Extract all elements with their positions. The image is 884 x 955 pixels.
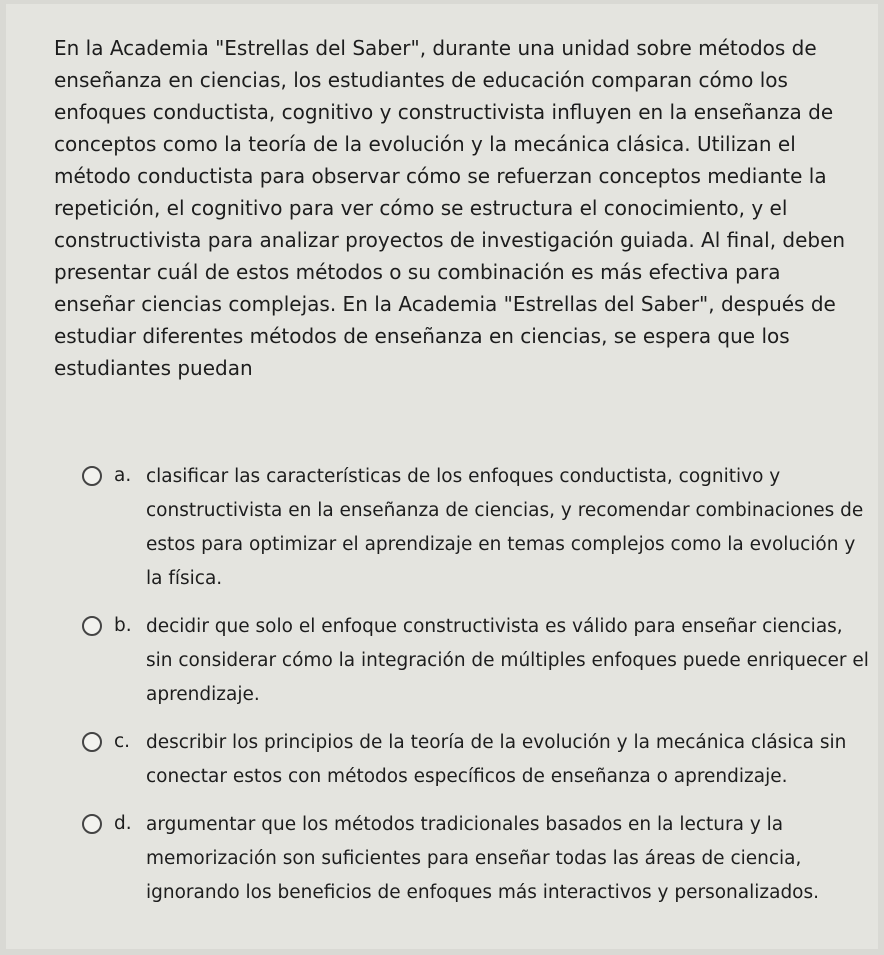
radio-button-a[interactable]	[82, 466, 102, 486]
option-text: clasificar las características de los enfoques conductista, cognitivo y constructivista en la enseñanza de ciencias, y recomendar combinaciones de estos para optimizar el aprendizaje en temas complejos como la evolución y la física.	[146, 466, 864, 589]
radio-button-c[interactable]	[82, 732, 102, 752]
question-text: En la Academia "Estrellas del Saber", durante una unidad sobre métodos de enseñanza en ciencias, los estudiantes de educación comparan cómo los enfoques conductista, cognitivo y constructivista influyen en la enseñanza de conceptos como la teoría de la evolución y la mecánica clásica. Utilizan el método conductista para observar cómo se refuerzan conceptos mediante la repetición, el cognitivo para ver cómo se estructura el conocimiento, y el constructivista para analizar proyectos de investigación guiada. Al final, deben presentar cuál de estos métodos o su combinación es más efectiva para enseñar ciencias complejas. En la Academia "Estrellas del Saber", después de estudiar diferentes métodos de enseñanza en ciencias, se espera que los estudiantes puedan	[54, 36, 846, 380]
answer-options	[82, 460, 872, 924]
option-text: describir los principios de la teoría de la evolución y la mecánica clásica sin conectar estos con métodos específicos de enseñanza o aprendizaje.	[146, 732, 847, 787]
option-a[interactable]	[82, 460, 872, 596]
option-text: argumentar que los métodos tradicionales basados en la lectura y la memorización son suficientes para enseñar todas las áreas de ciencia, ignorando los beneficios de enfoques más interactivos y personalizados.	[146, 814, 820, 903]
option-d[interactable]	[82, 808, 872, 910]
option-letter: d.	[114, 813, 132, 834]
option-b[interactable]	[82, 610, 872, 712]
option-letter: a.	[114, 465, 132, 486]
radio-button-b[interactable]	[82, 616, 102, 636]
option-letter: b.	[114, 615, 132, 636]
question-card	[6, 4, 878, 949]
radio-button-d[interactable]	[82, 814, 102, 834]
option-c[interactable]	[82, 726, 872, 794]
option-text: decidir que solo el enfoque constructivista es válido para enseñar ciencias, sin considerar cómo la integración de múltiples enfoques puede enriquecer el aprendizaje.	[146, 616, 869, 705]
option-letter: c.	[114, 731, 131, 752]
